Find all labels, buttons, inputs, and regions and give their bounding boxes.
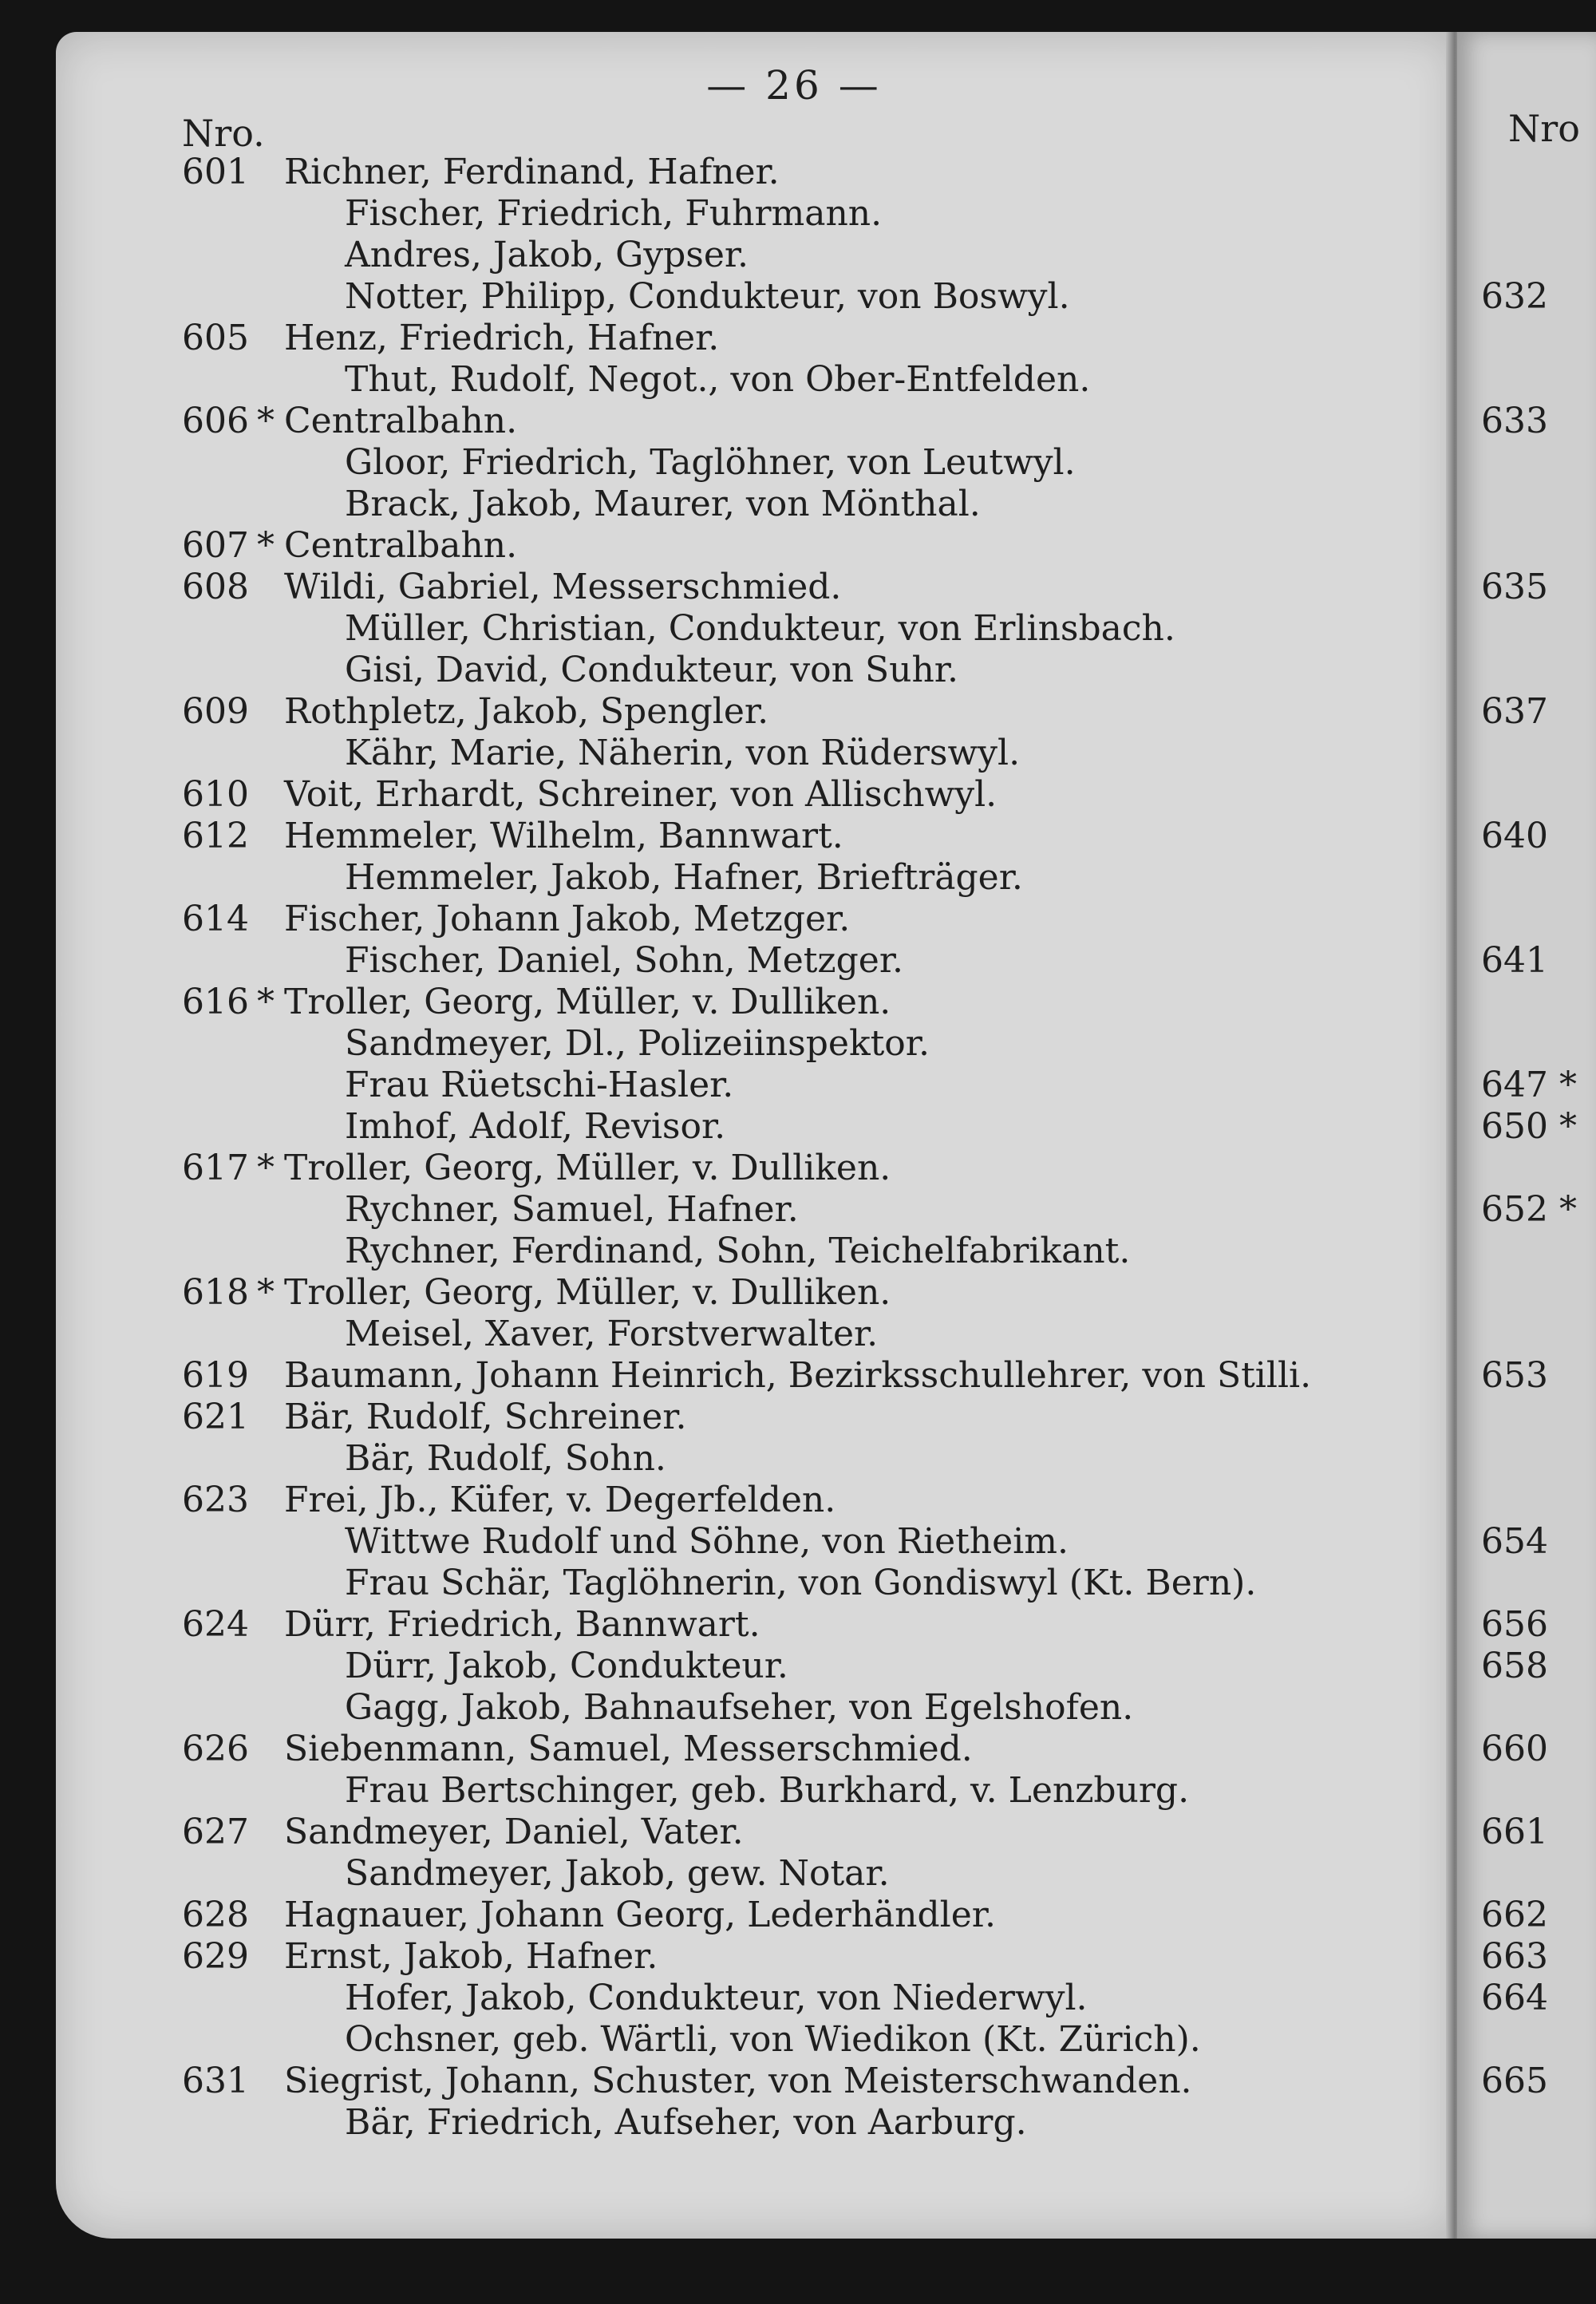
list-item	[0, 940, 1404, 982]
entry-star-marker: *	[257, 525, 275, 566]
entry-text: Ochsner, geb. Wärtli, von Wiedikon (Kt. Zürich).	[345, 2019, 1201, 2060]
entry-star-marker: *	[257, 1148, 275, 1188]
entry-text: Dürr, Jakob, Condukteur.	[345, 1646, 788, 1686]
list-item	[0, 1812, 1404, 1853]
entry-number: 614	[182, 899, 249, 939]
entry-text: Sandmeyer, Jakob, gew. Notar.	[345, 1853, 890, 1894]
entry-text: Baumann, Johann Heinrich, Bezirksschullehrer, von Stilli.	[284, 1355, 1312, 1396]
entry-number: 612	[182, 816, 249, 856]
list-item	[0, 857, 1404, 899]
right-page-entry-number: 658	[1481, 1646, 1548, 1686]
list-item	[0, 1936, 1404, 1978]
entry-text: Hemmeler, Jakob, Hafner, Briefträger.	[345, 857, 1023, 898]
entry-text: Gagg, Jakob, Bahnaufseher, von Egelshofen.	[345, 1687, 1134, 1728]
entry-number: 607	[182, 525, 249, 566]
list-item	[0, 774, 1404, 816]
entry-text: Siebenmann, Samuel, Messerschmied.	[284, 1729, 973, 1769]
entry-number: 610	[182, 774, 249, 815]
entry-number: 619	[182, 1355, 249, 1396]
list-item	[0, 525, 1404, 567]
entry-text: Hagnauer, Johann Georg, Lederhändler.	[284, 1895, 996, 1935]
entry-text: Andres, Jakob, Gypser.	[345, 235, 749, 275]
entry-text: Centralbahn.	[284, 525, 518, 566]
list-item	[0, 1563, 1404, 1604]
list-item	[0, 1521, 1404, 1563]
list-item	[0, 152, 1404, 193]
entry-text: Notter, Philipp, Condukteur, von Boswyl.	[345, 276, 1070, 317]
right-page-entry-number: 652 *	[1481, 1189, 1577, 1230]
entry-text: Troller, Georg, Müller, v. Dulliken.	[284, 1272, 891, 1313]
list-item	[0, 1355, 1404, 1397]
nro-column-header: Nro.	[182, 112, 265, 155]
entry-text: Wildi, Gabriel, Messerschmied.	[284, 567, 842, 607]
entry-number: 609	[182, 691, 249, 732]
list-item	[0, 2102, 1404, 2144]
entry-text: Rychner, Ferdinand, Sohn, Teichelfabrikant.	[345, 1231, 1131, 1271]
right-page-entry-number: 647 *	[1481, 1065, 1577, 1105]
directory-entries	[0, 152, 1404, 2144]
entry-text: Müller, Christian, Condukteur, von Erlinsbach.	[345, 608, 1175, 649]
entry-text: Meisel, Xaver, Forstverwalter.	[345, 1314, 879, 1354]
right-page-entry-number: 660	[1481, 1729, 1548, 1769]
list-item	[0, 1438, 1404, 1480]
entry-number: 629	[182, 1936, 249, 1977]
list-item	[0, 1314, 1404, 1355]
list-item	[0, 691, 1404, 733]
entry-text: Kähr, Marie, Näherin, von Rüderswyl.	[345, 733, 1021, 773]
list-item	[0, 899, 1404, 940]
entry-text: Troller, Georg, Müller, v. Dulliken.	[284, 982, 891, 1022]
entry-text: Brack, Jakob, Maurer, von Mönthal.	[345, 484, 981, 524]
right-page-entry-number: 662	[1481, 1895, 1548, 1935]
entry-text: Frau Bertschinger, geb. Burkhard, v. Lenzburg.	[345, 1770, 1190, 1811]
entry-text: Sandmeyer, Dl., Polizeiinspektor.	[345, 1023, 930, 1064]
list-item	[0, 359, 1404, 401]
list-item	[0, 733, 1404, 774]
entry-text: Hemmeler, Wilhelm, Bannwart.	[284, 816, 843, 856]
entry-text: Dürr, Friedrich, Bannwart.	[284, 1604, 760, 1645]
list-item	[0, 484, 1404, 525]
list-item	[0, 1065, 1404, 1106]
entry-number: 631	[182, 2061, 249, 2101]
list-item	[0, 982, 1404, 1023]
list-item	[0, 318, 1404, 359]
entry-number: 616	[182, 982, 249, 1022]
right-page-entry-number: 661	[1481, 1812, 1548, 1852]
entry-text: Troller, Georg, Müller, v. Dulliken.	[284, 1148, 891, 1188]
list-item	[0, 401, 1404, 442]
list-item	[0, 1231, 1404, 1272]
list-item	[0, 608, 1404, 650]
entry-number: 628	[182, 1895, 249, 1935]
right-page-entry-number: 650 *	[1481, 1106, 1577, 1147]
right-page-entry-number: 664	[1481, 1978, 1548, 2018]
list-item	[0, 1480, 1404, 1521]
entry-text: Voit, Erhardt, Schreiner, von Allischwyl.	[284, 774, 998, 815]
entry-text: Thut, Rudolf, Negot., von Ober-Entfelden.	[345, 359, 1091, 400]
right-page-entry-number: 637	[1481, 691, 1548, 732]
entry-number: 624	[182, 1604, 249, 1645]
right-page-entry-number: 665	[1481, 2061, 1548, 2101]
entry-number: 606	[182, 401, 249, 441]
entry-number: 617	[182, 1148, 249, 1188]
list-item	[0, 276, 1404, 318]
right-page-entry-number: 632	[1481, 276, 1548, 317]
list-item	[0, 2061, 1404, 2102]
entry-number: 621	[182, 1397, 249, 1437]
right-page-entry-number: 656	[1481, 1604, 1548, 1645]
entry-text: Frau Schär, Taglöhnerin, von Gondiswyl (Kt. Bern).	[345, 1563, 1257, 1603]
entry-star-marker: *	[257, 401, 275, 441]
entry-number: 623	[182, 1480, 249, 1520]
entry-star-marker: *	[257, 1272, 275, 1313]
entry-text: Sandmeyer, Daniel, Vater.	[284, 1812, 744, 1852]
list-item	[0, 816, 1404, 857]
entry-text: Rothpletz, Jakob, Spengler.	[284, 691, 769, 732]
entry-text: Ernst, Jakob, Hafner.	[284, 1936, 658, 1977]
entry-text: Bär, Friedrich, Aufseher, von Aarburg.	[345, 2102, 1027, 2143]
right-page-entry-number: 641	[1481, 940, 1548, 981]
list-item	[0, 1272, 1404, 1314]
right-page-entry-number: 640	[1481, 816, 1548, 856]
list-item	[0, 650, 1404, 691]
list-item	[0, 1604, 1404, 1646]
entry-text: Richner, Ferdinand, Hafner.	[284, 152, 780, 192]
entry-text: Siegrist, Johann, Schuster, von Meisterschwanden.	[284, 2061, 1192, 2101]
entry-text: Centralbahn.	[284, 401, 518, 441]
right-page-nro-header: Nro	[1508, 107, 1580, 150]
entry-text: Rychner, Samuel, Hafner.	[345, 1189, 799, 1230]
entry-text: Frei, Jb., Küfer, v. Degerfelden.	[284, 1480, 836, 1520]
entry-text: Gloor, Friedrich, Taglöhner, von Leutwyl.	[345, 442, 1076, 483]
entry-text: Bär, Rudolf, Sohn.	[345, 1438, 666, 1479]
entry-text: Fischer, Friedrich, Fuhrmann.	[345, 193, 883, 234]
list-item	[0, 1106, 1404, 1148]
entry-text: Fischer, Daniel, Sohn, Metzger.	[345, 940, 904, 981]
entry-text: Bär, Rudolf, Schreiner.	[284, 1397, 687, 1437]
entry-star-marker: *	[257, 982, 275, 1022]
entry-text: Hofer, Jakob, Condukteur, von Niederwyl.	[345, 1978, 1088, 2018]
list-item	[0, 442, 1404, 484]
list-item	[0, 193, 1404, 235]
entry-text: Fischer, Johann Jakob, Metzger.	[284, 899, 851, 939]
list-item	[0, 1978, 1404, 2019]
right-page-entry-number: 653	[1481, 1355, 1548, 1396]
list-item	[0, 1189, 1404, 1231]
list-item	[0, 1646, 1404, 1687]
list-item	[0, 1148, 1404, 1189]
page-number: — 26 —	[706, 62, 882, 109]
list-item	[0, 1853, 1404, 1895]
entry-text: Imhof, Adolf, Revisor.	[345, 1106, 726, 1147]
entry-text: Henz, Friedrich, Hafner.	[284, 318, 720, 358]
right-page-entry-number: 663	[1481, 1936, 1548, 1977]
list-item	[0, 1895, 1404, 1936]
list-item	[0, 567, 1404, 608]
list-item	[0, 1770, 1404, 1812]
list-item	[0, 2019, 1404, 2061]
entry-text: Gisi, David, Condukteur, von Suhr.	[345, 650, 958, 690]
right-page-entry-number: 635	[1481, 567, 1548, 607]
list-item	[0, 1729, 1404, 1770]
list-item	[0, 235, 1404, 276]
list-item	[0, 1397, 1404, 1438]
entry-text: Wittwe Rudolf und Söhne, von Rietheim.	[345, 1521, 1069, 1562]
list-item	[0, 1687, 1404, 1729]
right-page-entry-number: 654	[1481, 1521, 1548, 1562]
entry-number: 601	[182, 152, 249, 192]
right-page-entry-number: 633	[1481, 401, 1548, 441]
list-item	[0, 1023, 1404, 1065]
entry-number: 608	[182, 567, 249, 607]
entry-number: 626	[182, 1729, 249, 1769]
entry-number: 627	[182, 1812, 249, 1852]
entry-number: 618	[182, 1272, 249, 1313]
entry-text: Frau Rüetschi-Hasler.	[345, 1065, 734, 1105]
entry-number: 605	[182, 318, 249, 358]
